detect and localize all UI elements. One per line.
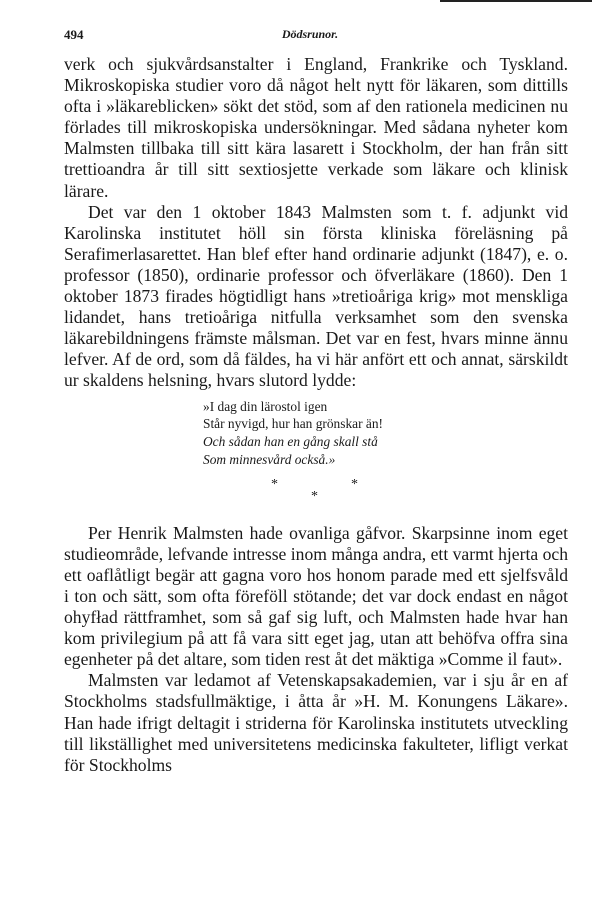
verse-line: Som minnesvård också.» <box>203 451 336 467</box>
page-number: 494 <box>64 27 84 42</box>
running-title: Dödsrunor. <box>281 27 339 41</box>
paragraph-1: verk och sjukvårdsanstalter i England, Frankrike och Tyskland. Mikroskopiska studier voro då något helt nytt för läkaren, som dittills ofta i »läkareblicken» sökt det stöd, som af den rationela medicinen nu förlades till mikroskopiska undersökningar. Med sådana nyheter kom Malmsten tillbaka till sitt kära lasarett i Stockholm, der han från sitt trettioandra år till sitt sextiosjette verkade som läkare och klinisk lärare. <box>64 54 568 201</box>
section-separator <box>64 475 568 515</box>
verse-line: Står nyvigd, hur han grönskar än! <box>203 416 383 432</box>
paragraph-3: Per Henrik Malmsten hade ovanliga gåfvor. Skarpsinne inom eget studieområde, lefvande intresse inom många andra, ett varmt hjerta och ett oaflåtligt begär att gagna voro hos honom parade med ett sjelfsvåld i ton och sätt, som ofta föreföll stötande; det var dock endast en något ohyfład rättframhet, som så gaf sig luft, och Malmsten hade hvar han kom privilegium på att få vara sitt eget jag, utan att behöfva offra sina egenheter på det altare, som tiden rest åt det mäktiga »Comme il faut». <box>64 522 568 670</box>
verse-line: Och sådan han en gång skall stå <box>203 434 378 450</box>
verse-quote <box>203 398 568 469</box>
paragraph-4: Malmsten var ledamot af Vetenskapsakademien, var i sju år en af Stockholms stadsfullmäktige, i åtta år »H. M. Konungens Läkare». Han hade ifrigt deltagit i striderna för Karolinska institutets utveckling till likställighet med universitetens medicinska fakulteter, lifligt verkat för Stockholms <box>64 670 568 775</box>
asterisk: * <box>311 488 318 504</box>
asterisk: * <box>271 476 278 492</box>
asterisk: * <box>351 476 358 492</box>
top-rule <box>440 0 592 2</box>
page-body <box>64 54 568 776</box>
verse-line: »I dag din lärostol igen <box>203 398 328 414</box>
paragraph-2: Det var den 1 oktober 1843 Malmsten som t. f. adjunkt vid Karolinska institutet höll sin första kliniska föreläsning på Serafimerlasarettet. Han blef efter hand ordinarie adjunkt (1847), e. o. professor (1850), ordinarie professor och öfverläkare (1860). Den 1 oktober 1873 firades högtidligt hans »tretioåriga krig» mot menskliga lidandet, hans tretioåriga nitfulla verksamhet som den svenska läkarebildningens främste målsman. Det var en fest, hvars minne ännu lefver. Af de ord, som då fäldes, ha vi här anfört ett och annat, särskildt ur skaldens helsning, hvars slutord lydde: <box>64 201 568 391</box>
